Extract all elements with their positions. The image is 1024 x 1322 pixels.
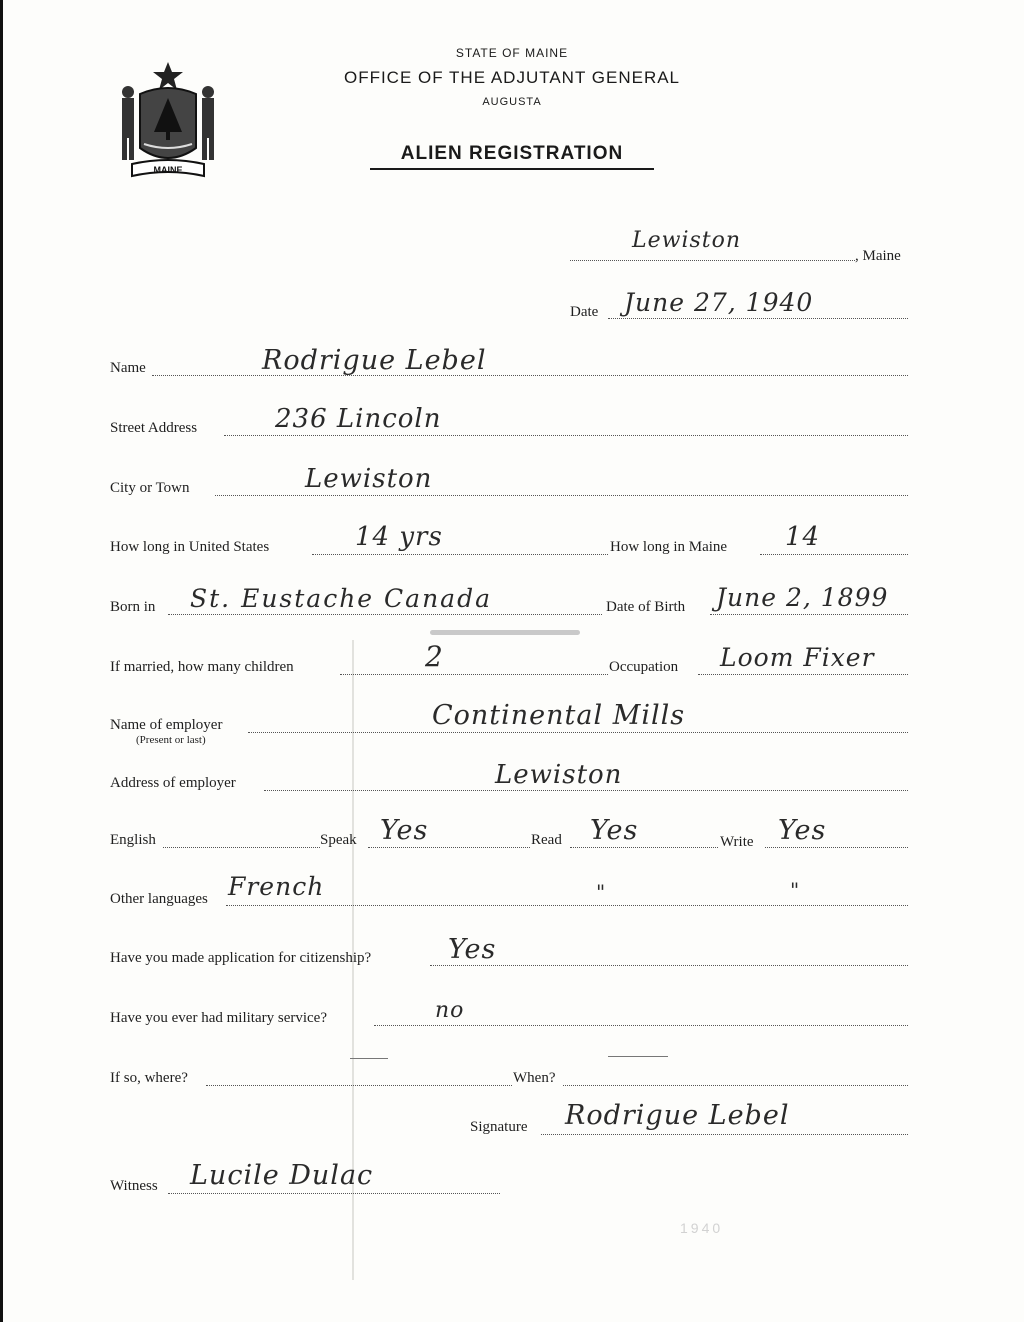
where-dash <box>350 1058 388 1059</box>
place-value: Lewiston <box>632 228 742 253</box>
children-value: 2 <box>425 640 444 673</box>
where-line <box>206 1085 512 1086</box>
witness-label: Witness <box>110 1178 158 1194</box>
employer-label: Name of employer <box>110 717 223 733</box>
city-value: Lewiston <box>305 464 433 494</box>
signature-line <box>541 1134 908 1135</box>
read-line <box>570 847 718 848</box>
name-label: Name <box>110 360 146 376</box>
faint-stamp: 1940 <box>680 1220 724 1236</box>
employer-address-value: Lewiston <box>495 760 623 790</box>
occupation-label: Occupation <box>609 659 679 675</box>
other-languages-label: Other languages <box>110 891 208 907</box>
how-long-maine-label: How long in Maine <box>610 539 728 555</box>
children-line <box>340 674 608 675</box>
citizenship-label: Have you made application for citizenship? <box>110 950 372 966</box>
born-in-value: St. Eustache Canada <box>190 584 492 613</box>
how-long-maine-line <box>760 554 908 555</box>
city-line <box>215 495 908 496</box>
speak-label: Speak <box>320 832 357 848</box>
employer-line <box>248 732 908 733</box>
witness-line <box>168 1193 500 1194</box>
employer-address-label: Address of employer <box>110 775 236 791</box>
witness-value: Lucile Dulac <box>190 1160 374 1191</box>
write-line <box>765 847 908 848</box>
military-line <box>374 1025 908 1026</box>
how-long-us-line <box>312 554 608 555</box>
when-dash <box>608 1056 668 1057</box>
street-line <box>224 435 908 436</box>
city-heading: AUGUSTA <box>482 96 542 108</box>
read-label: Read <box>531 832 562 848</box>
date-label: Date <box>570 304 599 320</box>
english-label: English <box>110 832 156 848</box>
when-line <box>563 1085 908 1086</box>
speak-line <box>368 847 530 848</box>
employer-note: (Present or last) <box>136 734 206 746</box>
signature-value: Rodrigue Lebel <box>565 1100 790 1131</box>
place-line <box>570 260 855 261</box>
date-line <box>608 318 908 319</box>
other-language-value: French <box>228 872 325 901</box>
military-label: Have you ever had military service? <box>110 1010 327 1026</box>
street-label: Street Address <box>110 420 198 436</box>
state-heading: STATE OF MAINE <box>455 46 569 60</box>
where-label: If so, where? <box>110 1070 188 1086</box>
city-label: City or Town <box>110 480 190 496</box>
citizenship-line <box>430 965 908 966</box>
occupation-line <box>698 674 908 675</box>
employer-value: Continental Mills <box>432 700 686 731</box>
other-languages-line <box>226 905 908 906</box>
how-long-us-value: 14 yrs <box>355 522 443 552</box>
date-of-birth-label: Date of Birth <box>606 599 686 615</box>
street-value: 236 Lincoln <box>275 404 442 434</box>
read-value: Yes <box>590 815 639 846</box>
military-value: no <box>435 998 465 1023</box>
born-in-label: Born in <box>110 599 156 615</box>
other-read-value: " <box>596 880 607 904</box>
date-of-birth-value: June 2, 1899 <box>716 583 889 612</box>
date-of-birth-line <box>710 614 908 615</box>
ink-smudge <box>430 630 580 635</box>
english-line <box>163 847 320 848</box>
how-long-us-label: How long in United States <box>110 539 270 555</box>
when-label: When? <box>513 1070 556 1086</box>
scan-border <box>0 0 3 1322</box>
write-label: Write <box>720 834 754 850</box>
how-long-maine-value: 14 <box>785 522 821 552</box>
other-write-value: " <box>790 878 801 902</box>
form-title: ALIEN REGISTRATION <box>370 143 654 170</box>
maine-label: , Maine <box>855 248 901 264</box>
citizenship-value: Yes <box>448 934 497 965</box>
office-heading: OFFICE OF THE ADJUTANT GENERAL <box>343 68 681 87</box>
date-value: June 27, 1940 <box>624 288 814 317</box>
signature-label: Signature <box>470 1119 528 1135</box>
children-label: If married, how many children <box>110 659 294 675</box>
name-value: Rodrigue Lebel <box>262 345 487 376</box>
born-in-line <box>168 614 602 615</box>
speak-value: Yes <box>380 815 429 846</box>
write-value: Yes <box>778 815 827 846</box>
occupation-value: Loom Fixer <box>720 643 875 672</box>
seal-text: MAINE <box>153 165 183 175</box>
employer-address-line <box>264 790 908 791</box>
